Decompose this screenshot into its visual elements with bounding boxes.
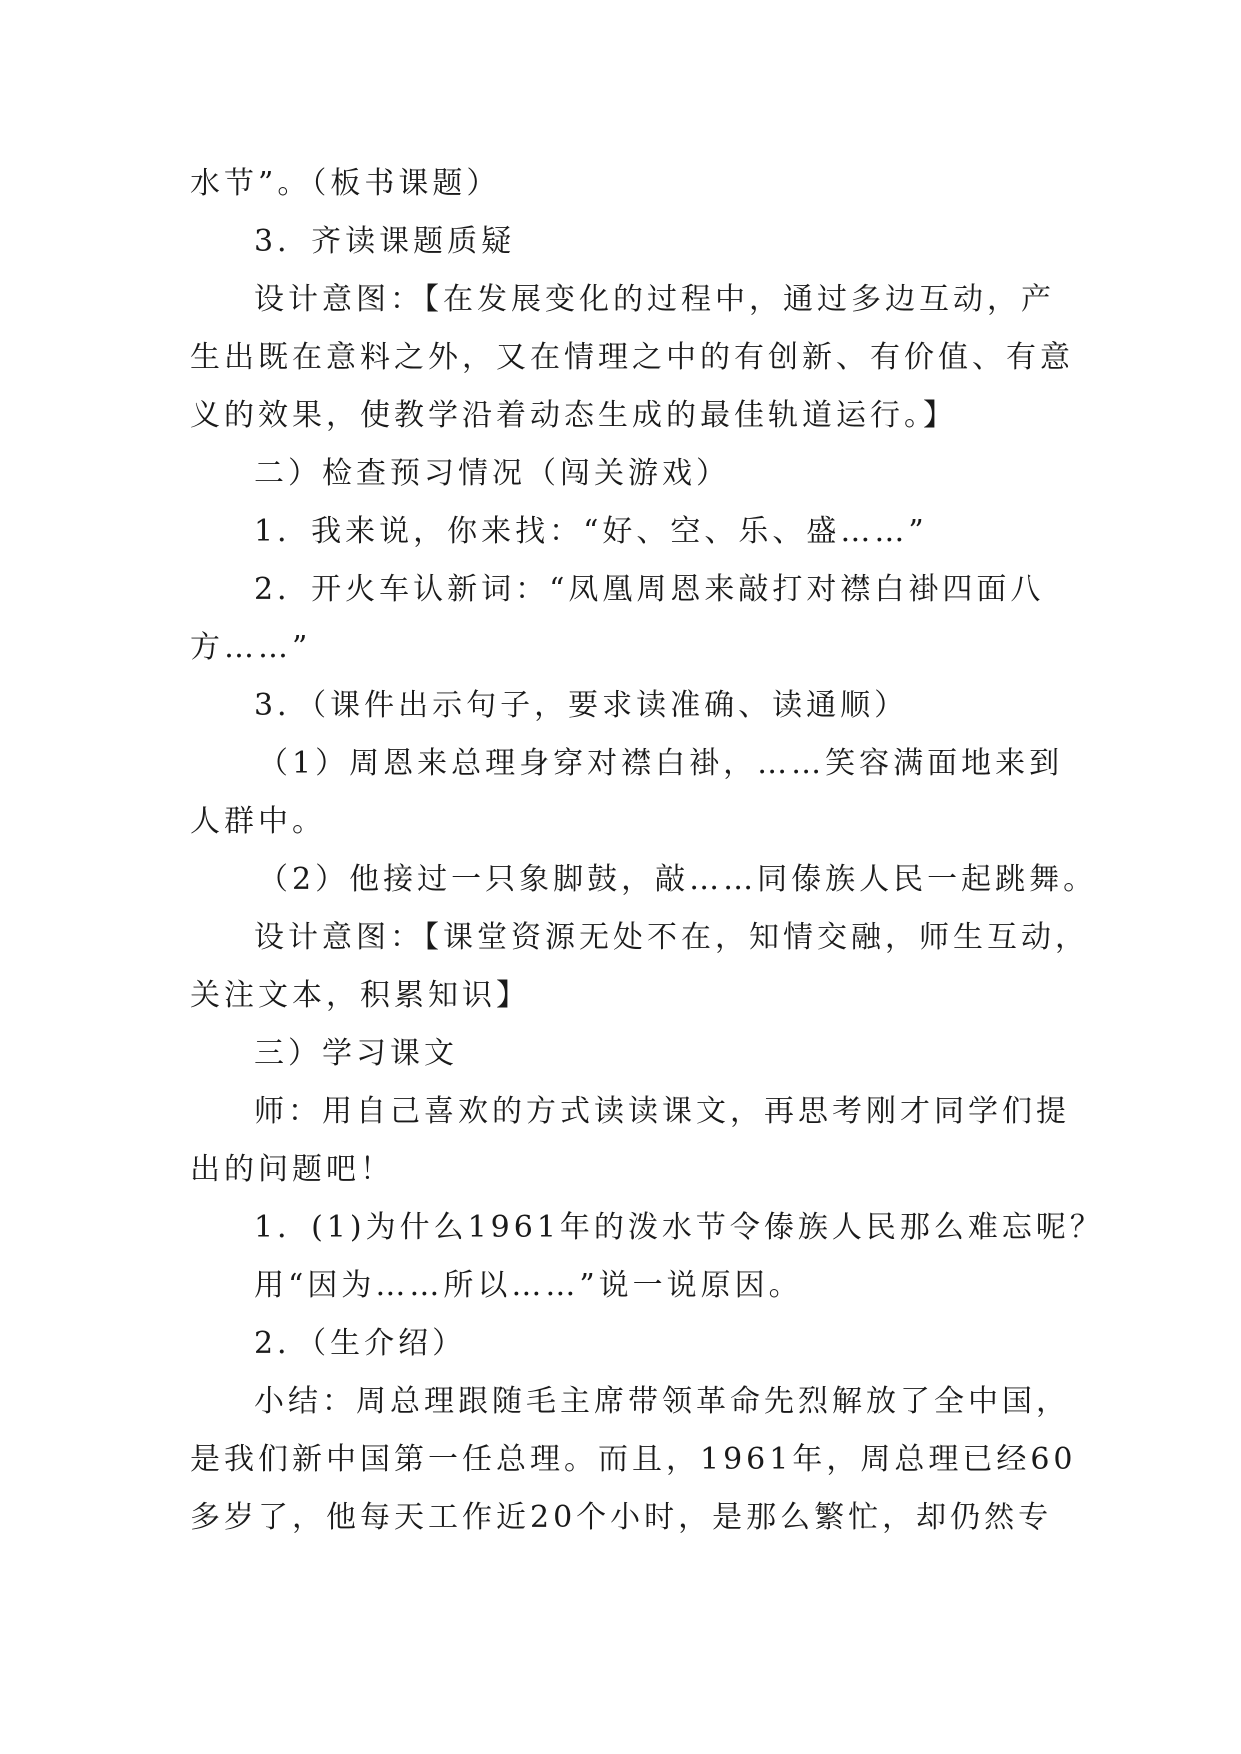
text-line: 水节”。（板书课题） (190, 166, 501, 201)
document-body (190, 155, 1104, 1547)
text-line: 设计意图：【在发展变化的过程中，通过多边互动，产 (254, 282, 1055, 317)
text-line: 1．我来说，你来找：“好、空、乐、盛……” (254, 514, 928, 549)
text-line: 人群中。 (190, 804, 326, 839)
text-line: 方……” (190, 630, 312, 665)
text-line: 生出既在意料之外，又在情理之中的有创新、有价值、有意 (190, 340, 1074, 375)
text-line: 2．开火车认新词：“凤凰周恩来敲打对襟白褂四面八 (254, 572, 1045, 607)
text-line: 小结：周总理跟随毛主席带领革命先烈解放了全中国， (254, 1384, 1070, 1419)
text-line: （1）周恩来总理身穿对襟白褂，……笑容满面地来到 (258, 746, 1064, 781)
text-line: 多岁了，他每天工作近20个小时，是那么繁忙，却仍然专 (190, 1500, 1053, 1535)
text-line: 3．齐读课题质疑 (254, 224, 516, 259)
text-line: 3．（课件出示句子，要求读准确、读通顺） (254, 688, 909, 723)
text-line: 关注文本，积累知识】 (190, 978, 530, 1013)
text-line: 1．(1)为什么1961年的泼水节令傣族人民那么难忘呢？ (254, 1210, 1104, 1245)
text-line: （2）他接过一只象脚鼓，敲……同傣族人民一起跳舞。 (258, 862, 1098, 897)
text-line: 2．（生介绍） (254, 1326, 467, 1361)
text-line: 二）检查预习情况（闯关游戏） (254, 456, 730, 491)
text-line: 出的问题吧！ (190, 1152, 394, 1187)
text-line: 用“因为……所以……”说一说原因。 (254, 1268, 803, 1303)
text-line: 师：用自己喜欢的方式读读课文，再思考刚才同学们提 (254, 1094, 1070, 1129)
text-line: 设计意图：【课堂资源无处不在，知情交融，师生互动， (254, 920, 1089, 955)
text-line: 义的效果，使教学沿着动态生成的最佳轨道运行。】 (190, 398, 957, 433)
text-line: 是我们新中国第一任总理。而且，1961年，周总理已经60 (190, 1442, 1077, 1477)
text-line: 三）学习课文 (254, 1036, 458, 1071)
